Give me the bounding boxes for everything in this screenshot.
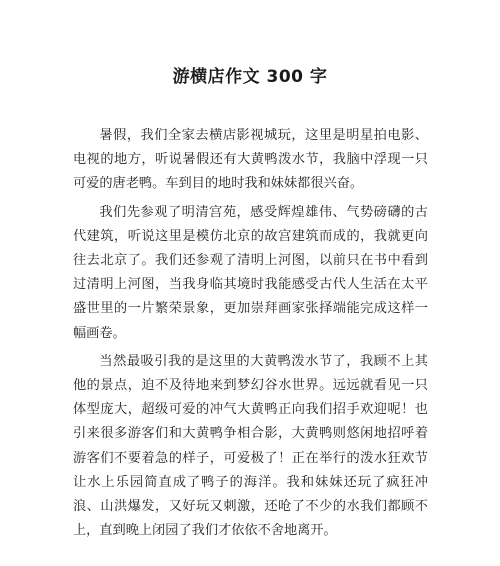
paragraph-1: 暑假，我们全家去横店影视城玩，这里是明星拍电影、电视的地方，听说暑假还有大黄鸭泼水节，我脑中浮现一只可爱的唐老鸭。车到目的地时我和妹妹都很兴奋。 [73,128,428,192]
document-title: 游横店作文 300 字 [172,67,328,87]
document-body [73,124,428,543]
paragraph-3: 当然最吸引我的是这里的大黄鸭泼水节了，我顾不上其他的景点，迫不及待地来到梦幻谷水世界。远远就看见一只体型庞大，超级可爱的冲气大黄鸭正向我们招手欢迎呢！也引来很多游客们和大黄鸭争相合影，大黄鸭则悠闲地招呼着游客们不要着急的样子，可爱极了！正在举行的泼水狂欢节让水上乐园简直成了鸭子的海洋。我和妹妹还玩了疯狂冲浪、山洪爆发，又好玩又刺激，还呛了不少的水我们都顾不上，直到晚上闭园了我们才依依不舍地离开。 [73,353,428,539]
paragraph-2: 我们先参观了明清宫苑，感受辉煌雄伟、气势磅礴的古代建筑，听说这里是模仿北京的故宫建筑而成的，我就更向往去北京了。我们还参观了清明上河图，以前只在书中看到过清明上河图，当我身临其境时我能感受古代人生活在太平盛世里的一片繁荣景象，更加崇拜画家张择端能完成这样一幅画卷。 [73,204,428,341]
